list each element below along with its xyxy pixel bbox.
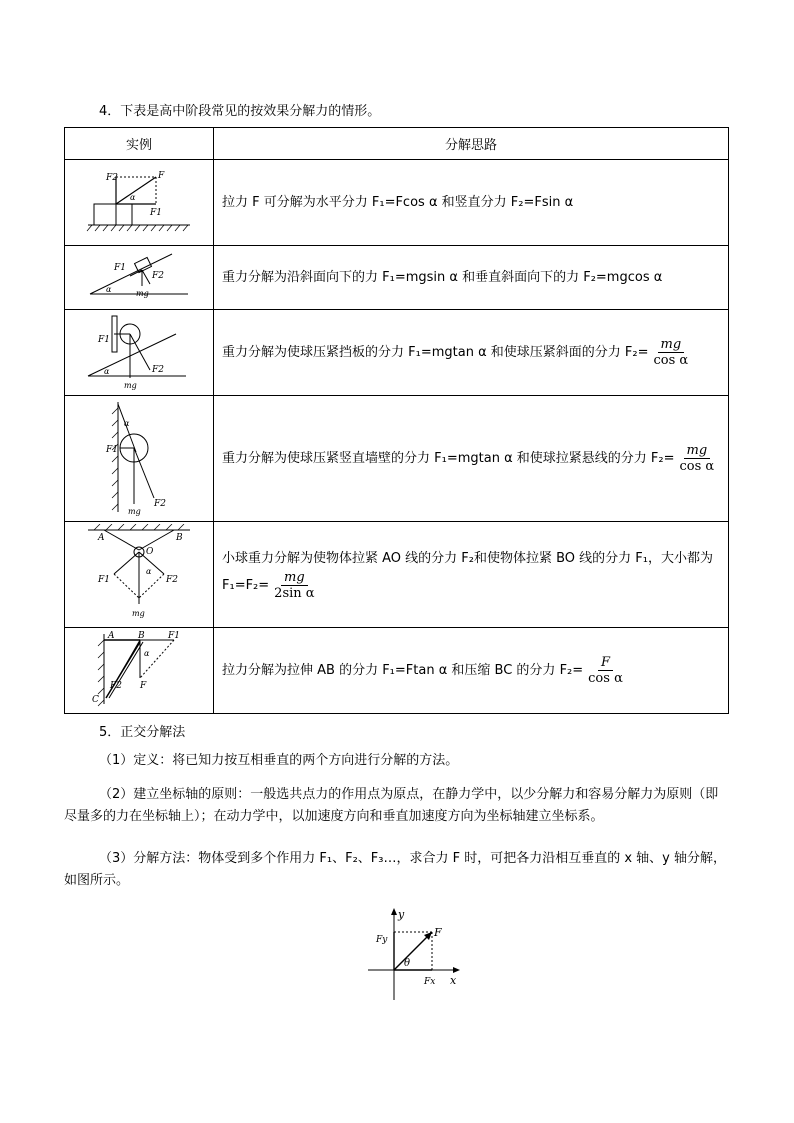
label-F: F — [434, 926, 442, 939]
approach-cell — [214, 160, 729, 246]
approach-cell — [214, 396, 729, 522]
approach-cell — [214, 246, 729, 310]
label-F1: F1 — [106, 444, 118, 455]
col-header-example: 实例 — [65, 128, 214, 160]
label-F2: F2 — [154, 498, 166, 509]
label-B: B — [176, 532, 183, 543]
pull-force-diagram — [84, 163, 194, 239]
fraction-den: cos α — [679, 459, 715, 474]
ball-wall-diagram — [84, 398, 194, 516]
label-Fx: Fx — [424, 977, 436, 987]
definition-paragraph: （1）定义：将已知力按互相垂直的两个方向进行分解的方法。 — [99, 753, 459, 768]
label-F2: F2 — [152, 270, 164, 281]
decomposition-table — [64, 127, 729, 714]
bracket-diagram — [84, 630, 194, 708]
label-mg: mg — [132, 608, 145, 618]
fraction-num: mg — [658, 337, 685, 353]
axis-label-x: x — [450, 974, 457, 987]
label-F2: F2 — [166, 574, 178, 585]
label-B: B — [138, 630, 145, 641]
label-F1: F1 — [150, 207, 162, 218]
figure-cell — [65, 310, 214, 396]
ball-baffle-incline-diagram — [84, 312, 194, 390]
label-A: A — [98, 532, 105, 543]
method-paragraph: （3）分解方法：物体受到多个作用力 F₁、F₂、F₃…，求合力 F 时，可把各力沿相互垂直的 x 轴、y 轴分解，如图所示。 — [64, 851, 726, 888]
label-alpha: α — [106, 284, 112, 294]
label-alpha: α — [146, 566, 152, 576]
approach-cell — [214, 522, 729, 628]
table-row — [65, 160, 729, 246]
figure-cell — [65, 628, 214, 714]
label-O: O — [146, 546, 154, 557]
label-F2: F2 — [110, 680, 122, 691]
label-Fy: Fy — [376, 935, 388, 945]
orthogonal-decomposition-figure — [364, 906, 464, 1002]
two-string-diagram — [84, 524, 194, 622]
label-alpha: α — [124, 418, 130, 428]
row1-text: 拉力 F 可分解为水平分力 F₁=Fcos α 和竖直分力 F₂=Fsin α — [222, 194, 574, 210]
label-theta: θ — [404, 958, 411, 969]
figure-cell — [65, 396, 214, 522]
label-F1: F1 — [98, 334, 110, 345]
table-row — [65, 396, 729, 522]
label-mg: mg — [124, 380, 137, 390]
approach-cell — [214, 628, 729, 714]
row2-text: 重力分解为沿斜面向下的力 F₁=mgsin α 和垂直斜面向下的力 F₂=mgcos α — [222, 269, 663, 285]
label-alpha: α — [130, 192, 136, 202]
section4-heading: 4．下表是高中阶段常见的按效果分解力的情形。 — [99, 104, 381, 119]
fraction-den: cos α — [653, 353, 689, 368]
fraction — [271, 570, 317, 601]
label-F1: F1 — [98, 574, 110, 585]
fraction-num: mg — [684, 443, 711, 459]
table-row — [65, 522, 729, 628]
label-F: F — [140, 680, 147, 691]
label-A: A — [108, 630, 115, 641]
figure-cell — [65, 522, 214, 628]
approach-cell — [214, 310, 729, 396]
label-mg: mg — [128, 506, 141, 516]
label-mg: mg — [136, 288, 149, 298]
fraction-num: F — [598, 655, 613, 671]
axis-label-y: y — [398, 908, 405, 921]
figure-cell — [65, 246, 214, 310]
figure-cell — [65, 160, 214, 246]
fraction — [585, 655, 626, 686]
row5-text: 小球重力分解为使物体拉紧 AO 线的分力 F₂和使物体拉紧 BO 线的分力 F₁，大小都为 F₁=F₂= — [222, 551, 713, 593]
label-F2: F2 — [152, 364, 164, 375]
row4-text: 重力分解为使球压紧竖直墙壁的分力 F₁=mgtan α 和使球拉紧悬线的分力 F₂= — [222, 451, 675, 466]
label-F: F — [158, 170, 165, 181]
fraction-den: cos α — [588, 671, 623, 686]
section5-heading: 5．正交分解法 — [99, 725, 186, 740]
label-F1: F1 — [168, 630, 180, 641]
label-alpha: α — [104, 366, 110, 376]
principle-paragraph: （2）建立坐标轴的原则：一般选共点力的作用点为原点，在静力学中，以少分解力和容易分解力为原则（即尽量多的力在坐标轴上）；在动力学中，以加速度方向和垂直加速度方向为坐标轴建立坐标系。 — [64, 787, 719, 824]
incline-diagram — [84, 248, 194, 304]
label-F2: F2 — [106, 172, 118, 183]
fraction — [676, 443, 717, 474]
table-row — [65, 310, 729, 396]
label-C: C — [92, 694, 99, 705]
table-header-row — [65, 128, 729, 160]
row3-text: 重力分解为使球压紧挡板的分力 F₁=mgtan α 和使球压紧斜面的分力 F₂= — [222, 345, 649, 360]
label-alpha: α — [144, 648, 150, 658]
fraction-num: mg — [281, 570, 308, 586]
table-row — [65, 246, 729, 310]
label-F1: F1 — [114, 262, 126, 273]
col-header-approach: 分解思路 — [214, 128, 729, 160]
fraction-den: 2sin α — [274, 586, 315, 601]
fraction — [650, 337, 691, 368]
row6-text: 拉力分解为拉伸 AB 的分力 F₁=Ftan α 和压缩 BC 的分力 F₂= — [222, 663, 584, 678]
table-row — [65, 628, 729, 714]
